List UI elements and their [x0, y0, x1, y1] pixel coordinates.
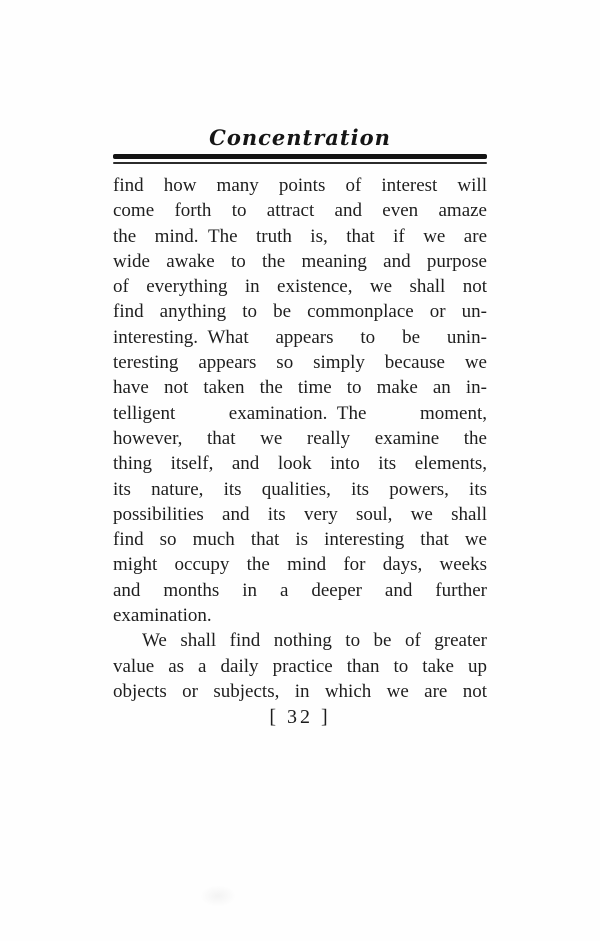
text-line: thing itself, and look into its elements, — [113, 453, 487, 475]
body-text — [113, 173, 487, 704]
text-line: We shall find nothing to be of greater — [142, 630, 487, 652]
text-line: find anything to be commonplace or un- — [113, 301, 487, 323]
text-line: interesting. What appears to be unin- — [113, 326, 487, 348]
running-header-title: Concentration — [209, 125, 391, 150]
header-rule-thin — [113, 162, 487, 164]
folio-page-number: [ 32 ] — [269, 706, 331, 729]
text-line: find how many points of interest will — [113, 175, 487, 196]
text-line: possibilities and its very soul, we shall — [113, 503, 487, 525]
text-line: its nature, its qualities, its powers, its — [113, 478, 487, 500]
text-line: come forth to attract and even amaze — [113, 200, 487, 222]
scan-smudge-mark — [200, 885, 236, 907]
text-line: might occupy the mind for days, weeks — [113, 554, 487, 576]
text-line: wide awake to the meaning and purpose — [113, 250, 487, 272]
text-line: of everything in existence, we shall not — [113, 276, 487, 298]
text-line: telligent examination. The moment, — [113, 402, 487, 424]
text-line: have not taken the time to make an in- — [113, 377, 487, 399]
text-line: find so much that is interesting that we — [113, 529, 487, 551]
text-line: examination. — [113, 605, 212, 627]
text-line: objects or subjects, in which we are not — [113, 680, 487, 702]
text-line: the mind. The truth is, that if we are — [113, 225, 487, 247]
text-line: and months in a deeper and further — [113, 579, 487, 601]
text-line: however, that we really examine the — [113, 427, 487, 449]
header-rule-thick — [113, 154, 487, 159]
text-line: teresting appears so simply because we — [113, 352, 487, 374]
text-block — [113, 125, 487, 730]
text-line: value as a daily practice than to take up — [113, 655, 487, 677]
